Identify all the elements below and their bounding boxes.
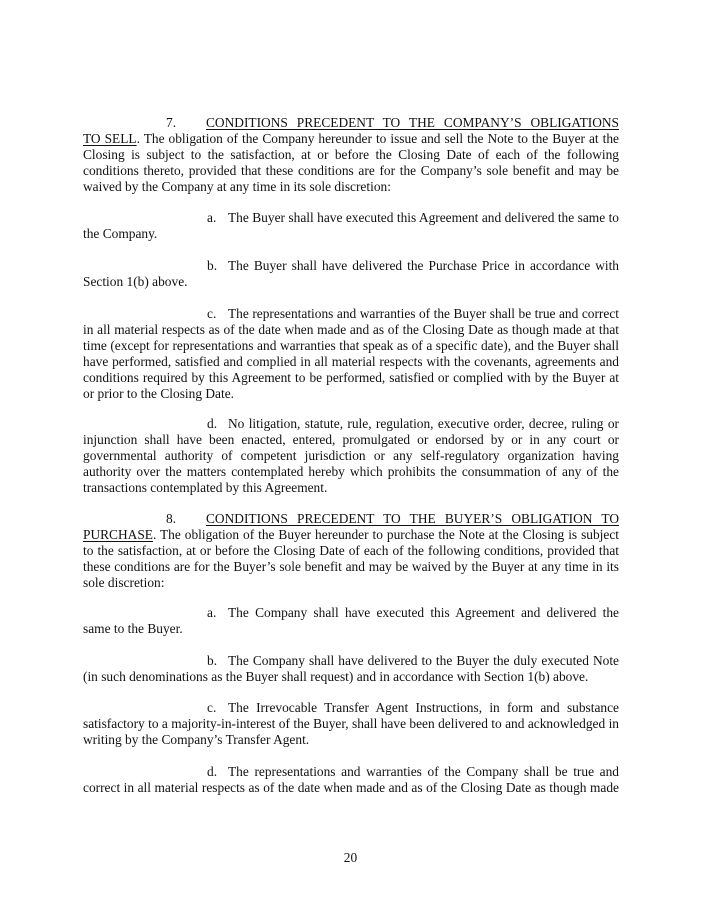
section-7-item-a (83, 210, 619, 242)
item-label: d. (207, 764, 218, 779)
item-text: The Buyer shall have executed this Agreement and delivered the same to the Company. (83, 210, 619, 241)
section-heading: CONDITIONS PRECEDENT TO THE COMPANY’S OBLIGATIONS (206, 115, 619, 130)
section-7-item-d (83, 416, 619, 496)
section-7-item-c (83, 306, 619, 402)
section-8-item-a (83, 605, 619, 637)
section-heading-continued: PURCHASE (83, 527, 153, 542)
section-8-item-d (83, 764, 619, 796)
item-text: No litigation, statute, rule, regulation, executive order, decree, ruling or injunction shall have been enacted, entered, promulgated or endorsed by or in any court or governmental authority of competent jurisdiction or any self-regulatory organization having authority over the matters contemplated hereby which prohibits the consummation of any of the transactions contemplated by this Agreement. (83, 416, 619, 495)
item-label: b. (207, 258, 218, 273)
section-heading: CONDITIONS PRECEDENT TO THE BUYER’S OBLIGATION TO (206, 511, 619, 526)
section-intro-text: . The obligation of the Company hereunder to issue and sell the Note to the Buyer at the Closing is subject to the satisfaction, at or before the Closing Date of each of the following conditions thereto, provided that these conditions are for the Company’s sole benefit and may be waived by the Company at any time in its sole discretion: (83, 131, 619, 194)
item-text: The representations and warranties of the Company shall be true and correct in all material respects as of the date when made and as of the Closing Date as though made (83, 764, 619, 795)
item-text: The Buyer shall have delivered the Purchase Price in accordance with Section 1(b) above. (83, 258, 619, 289)
item-text: The Irrevocable Transfer Agent Instructions, in form and substance satisfactory to a majority-in-interest of the Buyer, shall have been delivered to and acknowledged in writing by the Company’s Transfer Agent. (83, 700, 619, 747)
section-7-heading-line (83, 115, 619, 131)
item-text: The Company shall have executed this Agreement and delivered the same to the Buyer. (83, 605, 619, 636)
section-7 (83, 115, 619, 195)
item-label: b. (207, 653, 218, 668)
page-number: 20 (343, 850, 358, 865)
section-intro-text: . The obligation of the Buyer hereunder to purchase the Note at the Closing is subject to the satisfaction, at or before the Closing Date of each of the following conditions, provided that these conditions are for the Buyer’s sole benefit and may be waived by the Buyer at any time in its sole discretion: (83, 527, 619, 590)
section-8 (83, 511, 619, 591)
item-label: d. (207, 416, 218, 431)
item-label: a. (207, 210, 217, 225)
item-label: c. (207, 306, 217, 321)
section-8-item-b (83, 653, 619, 685)
item-label: a. (207, 605, 217, 620)
section-8-heading-line (83, 511, 619, 527)
item-label: c. (207, 700, 217, 715)
item-text: The representations and warranties of the Buyer shall be true and correct in all material respects as of the date when made and as of the Closing Date as though made at that time (except for representations and warranties that speak as of a specific date), and the Buyer shall have performed, satisfied and complied in all material respects with the covenants, agreements and conditions required by this Agreement to be performed, satisfied or complied with by the Buyer at or prior to the Closing Date. (83, 306, 619, 401)
section-number: 8. (166, 511, 177, 526)
item-text: The Company shall have delivered to the Buyer the duly executed Note (in such denominations as the Buyer shall request) and in accordance with Section 1(b) above. (83, 653, 619, 684)
section-heading-continued: TO SELL (83, 131, 137, 146)
section-number: 7. (166, 115, 177, 130)
section-7-intro (83, 131, 619, 195)
section-8-intro (83, 527, 619, 591)
section-8-item-c (83, 700, 619, 748)
section-7-item-b (83, 258, 619, 290)
